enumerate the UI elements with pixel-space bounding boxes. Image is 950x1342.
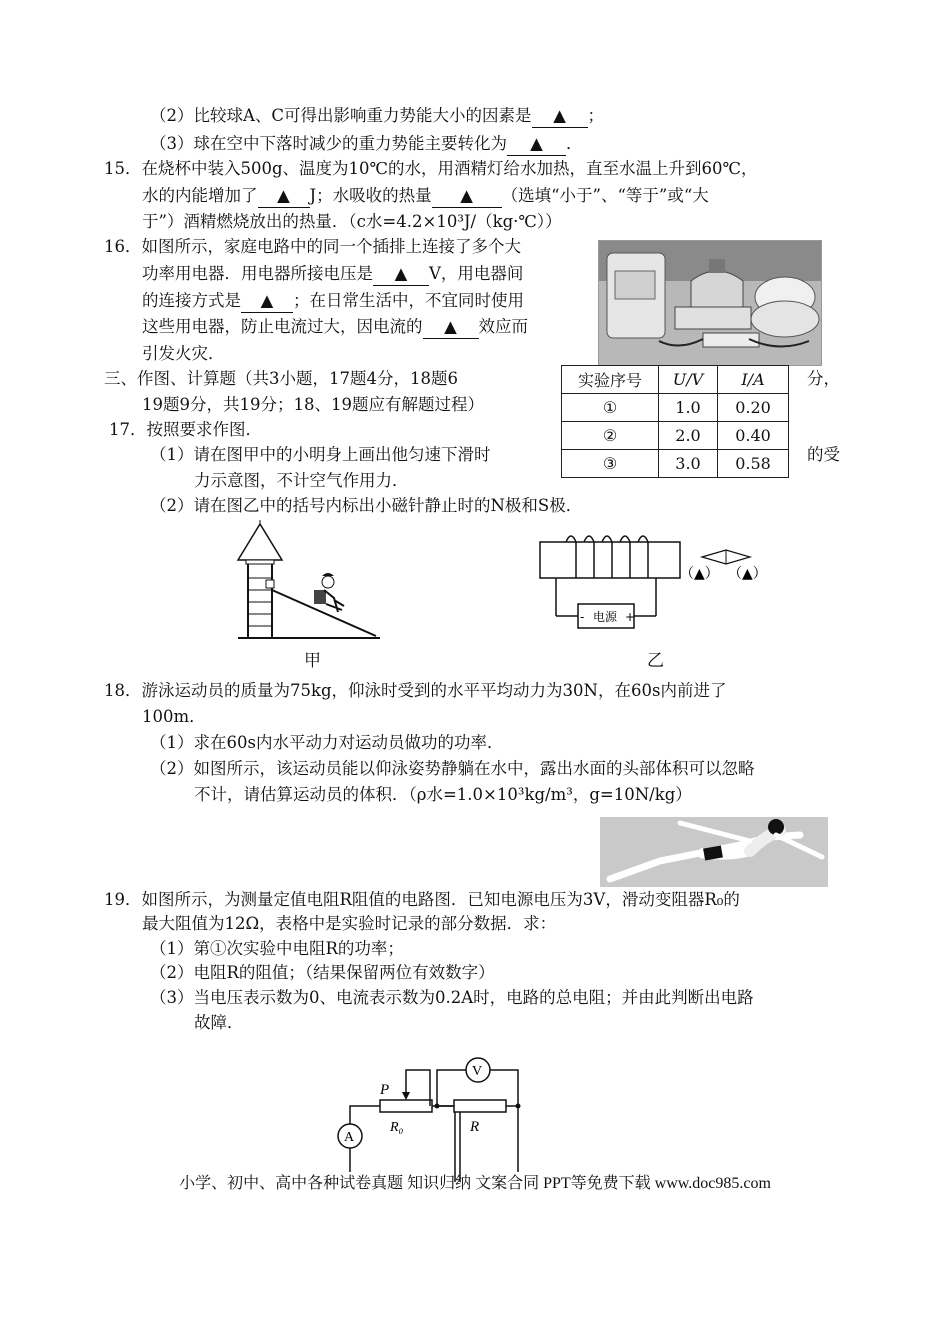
table-cell: ① [562, 394, 659, 422]
q18-2-line-b: 不计，请估算运动员的体积．（ρ水=1.0×10³kg/m³，g=10N/kg） [194, 785, 692, 804]
power-minus: - [580, 610, 585, 624]
q16-line-e: 引发火灾． [142, 344, 225, 363]
q19-line-a: 19．如图所示，为测量定值电阻R阻值的电路图．已知电源电压为3V，滑动变阻器R₀的 [104, 890, 740, 909]
solenoid-figure [530, 530, 776, 635]
q15-line-b [142, 185, 709, 208]
table-header-row [562, 366, 789, 394]
q15-text: J；水吸收的热量 [309, 186, 432, 205]
q15-line-a: 15．在烧杯中装入500g、温度为10℃的水，用酒精灯给水加热，直至水温上升到60℃， [104, 159, 758, 178]
voltmeter-label: V [472, 1064, 483, 1079]
table-row [562, 394, 789, 422]
q18-line-b: 100m． [142, 707, 206, 726]
circuit-diagram [330, 1052, 530, 1182]
answer-blank: ▲ [258, 185, 310, 208]
power-plus: + [625, 610, 636, 624]
figure-jia-caption: 甲 [304, 651, 321, 671]
experiment-table [561, 365, 789, 478]
q14-2-text: （2）比较球A、C可得出影响重力势能大小的因素是 [150, 106, 532, 125]
q18-2-line-a: （2）如图所示，该运动员能以仰泳姿势静躺在水中，露出水面的头部体积可以忽略 [150, 759, 755, 778]
q17-1-line-a: （1）请在图甲中的小明身上画出他匀速下滑时 [150, 445, 491, 464]
punct: ． [566, 134, 583, 153]
footer-watermark: 小学、初中、高中各种试卷真题 知识归纳 文案合同 PPT等免费下载 www.doc985.com [179, 1175, 771, 1192]
q16-text: 的连接方式是 [142, 291, 241, 310]
q16-text: 功率用电器．用电器所接电压是 [142, 264, 373, 283]
table-header-cell: I/A [718, 366, 789, 394]
q14-3-text: （3）球在空中下落时减少的重力势能主要转化为 [150, 134, 507, 153]
q17-1-line-b: 力示意图，不计空气作用力． [194, 471, 409, 490]
section3-line-b: 19题9分，共19分；18、19题应有解题过程） [142, 395, 484, 414]
table-cell: 0.40 [718, 422, 789, 450]
needle-pole-right: （▲） [728, 566, 767, 582]
slider-label: P [380, 1082, 390, 1098]
q19-line-b: 最大阻值为12Ω，表格中是实验时记录的部分数据．求： [142, 914, 557, 933]
table-cell: 2.0 [659, 422, 718, 450]
answer-blank: ▲ [432, 185, 502, 208]
appliances-photo [598, 240, 822, 366]
q16-text: 效应而 [478, 317, 528, 336]
q16-text: 这些用电器，防止电流过大，因电流的 [142, 317, 423, 336]
q15-line-c: 于”）酒精燃烧放出的热量．（c水=4.2×10³J/（kg·℃）） [142, 212, 562, 231]
r0-label: R₀ [390, 1120, 404, 1135]
q16-line-d [142, 316, 528, 339]
q16-line-b [142, 263, 523, 286]
answer-blank: ▲ [507, 133, 566, 156]
q16-line-c [142, 290, 524, 313]
table-cell: 3.0 [659, 450, 718, 478]
figure-yi-caption: 乙 [647, 651, 664, 671]
table-header-cell: 实验序号 [562, 366, 659, 394]
rheostat-r0 [380, 1100, 432, 1112]
r-label: R [470, 1119, 480, 1135]
table-cell: 1.0 [659, 394, 718, 422]
q17-1-line-a-end: 的受 [807, 445, 840, 464]
table-header-cell: U/V [659, 366, 718, 394]
q15-text: （选填“小于”、“等于”或“大 [501, 186, 709, 205]
q19-3-line-a: （3）当电压表示数为0、电流表示数为0.2A时，电路的总电阻；并由此判断出电路 [150, 988, 754, 1007]
q14-2-line [150, 105, 604, 128]
section3-line-a-end: 分， [807, 369, 840, 388]
table-row [562, 450, 789, 478]
section3-line-a: 三、作图、计算题（共3小题，17题4分，18题6 [104, 369, 458, 388]
table-cell: 0.20 [718, 394, 789, 422]
punct: ； [587, 106, 605, 125]
table-cell: 0.58 [718, 450, 789, 478]
q19-3-line-b: 故障． [194, 1013, 244, 1032]
swimmer-photo [600, 817, 828, 887]
answer-blank: ▲ [423, 316, 479, 339]
table-row [562, 422, 789, 450]
answer-blank: ▲ [241, 290, 293, 313]
q16-text: ；在日常生活中，不宜同时使用 [293, 291, 524, 310]
slide-figure [230, 520, 390, 642]
q18-1-line: （1）求在60s内水平动力对运动员做功的功率． [150, 733, 504, 752]
table-cell: ③ [562, 450, 659, 478]
q14-3-line [150, 133, 583, 156]
q17-line: 17．按照要求作图． [109, 420, 262, 439]
ammeter-label: A [344, 1130, 355, 1145]
q19-2-line: （2）电阻R的阻值；（结果保留两位有效数字） [150, 963, 495, 982]
q18-line-a: 18．游泳运动员的质量为75kg，仰泳时受到的水平平均动力为30N，在60s内前进了 [104, 681, 727, 700]
swimmer-illustration [600, 817, 828, 887]
appliances-illustration [599, 241, 821, 365]
answer-blank: ▲ [373, 263, 429, 286]
q19-1-line: （1）第①次实验中电阻R的功率； [150, 939, 404, 958]
table-cell: ② [562, 422, 659, 450]
q17-2-line: （2）请在图乙中的括号内标出小磁针静止时的N极和S极． [150, 496, 583, 515]
resistor-r [454, 1100, 506, 1112]
q16-line-a: 16．如图所示，家庭电路中的同一个插排上连接了多个大 [104, 237, 521, 256]
power-label: 电源 [593, 610, 618, 624]
q16-text: V，用电器间 [429, 264, 524, 283]
answer-blank: ▲ [532, 105, 588, 128]
needle-pole-left: （▲） [680, 566, 719, 582]
q15-text: 水的内能增加了 [142, 186, 258, 205]
